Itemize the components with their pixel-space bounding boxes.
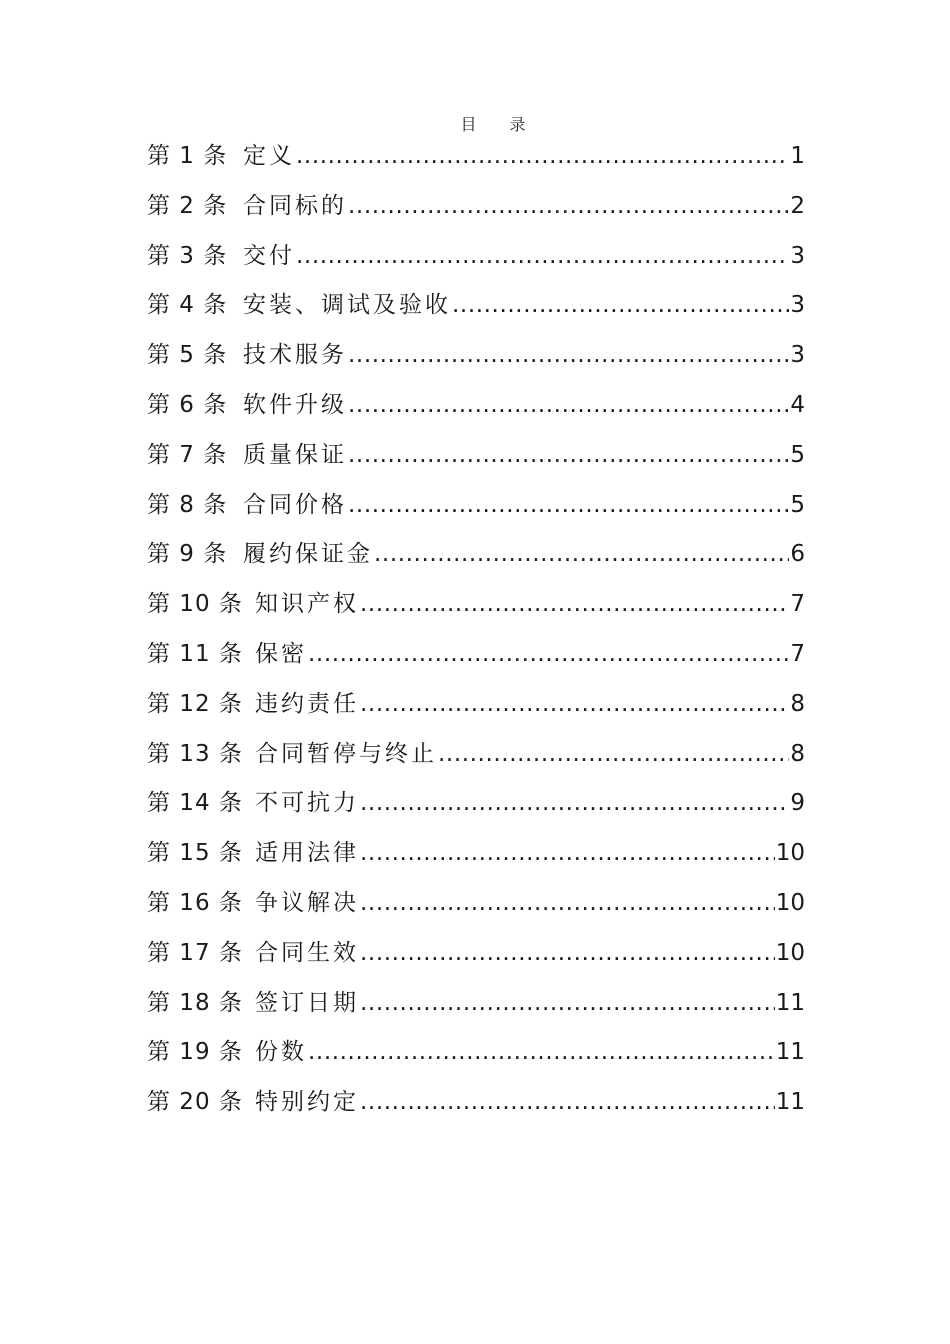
toc-entry[interactable] <box>147 1078 805 1128</box>
toc-entry[interactable] <box>147 829 805 879</box>
toc-entry-number: 第 13 条 <box>147 740 243 767</box>
toc-entry-label: 合同价格 <box>243 491 347 518</box>
toc-entry-number: 第 19 条 <box>147 1039 243 1066</box>
toc-dot-leader <box>360 1078 775 1128</box>
toc-entry-label: 合同生效 <box>255 939 359 966</box>
toc-entry-page: 11 <box>775 989 805 1016</box>
toc-entry-page: 8 <box>790 740 805 767</box>
toc-entry-number: 第 12 条 <box>147 690 243 717</box>
toc-entry-page: 10 <box>775 939 805 966</box>
toc-entry[interactable] <box>147 779 805 829</box>
toc-dot-leader <box>348 431 789 481</box>
toc-entry-number: 第 20 条 <box>147 1089 243 1116</box>
toc-entry[interactable] <box>147 182 805 232</box>
toc-entry-number: 第 3 条 <box>147 242 228 269</box>
toc-entry-label: 履约保证金 <box>243 541 373 568</box>
toc-dot-leader <box>360 879 775 929</box>
toc-entry[interactable] <box>147 530 805 580</box>
toc-entry[interactable] <box>147 281 805 331</box>
toc-dot-leader <box>360 829 775 879</box>
toc-entry[interactable] <box>147 381 805 431</box>
toc-entry-label: 知识产权 <box>255 591 359 618</box>
toc-entry-number: 第 14 条 <box>147 790 243 817</box>
toc-entry-page: 7 <box>790 640 805 667</box>
toc-dot-leader <box>308 630 789 680</box>
toc-entry-label: 份数 <box>255 1039 307 1066</box>
toc-entry-number: 第 10 条 <box>147 591 243 618</box>
toc-entry[interactable] <box>147 979 805 1029</box>
toc-dot-leader <box>296 232 789 282</box>
toc-dot-leader <box>360 979 775 1029</box>
toc-entry-page: 9 <box>790 790 805 817</box>
toc-entry[interactable] <box>147 431 805 481</box>
toc-entry[interactable] <box>147 929 805 979</box>
toc-dot-leader <box>360 779 789 829</box>
toc-entry[interactable] <box>147 730 805 780</box>
toc-entry-label: 技术服务 <box>243 342 347 369</box>
toc-dot-leader <box>360 580 789 630</box>
toc-entry-page: 6 <box>790 541 805 568</box>
toc-entry-label: 软件升级 <box>243 391 347 418</box>
toc-entry-label: 特别约定 <box>255 1089 359 1116</box>
toc-dot-leader <box>348 481 789 531</box>
toc-entry-page: 3 <box>790 242 805 269</box>
toc-entry[interactable] <box>147 1028 805 1078</box>
toc-entry[interactable] <box>147 132 805 182</box>
toc-entry-number: 第 2 条 <box>147 192 228 219</box>
toc-entry-label: 签订日期 <box>255 989 359 1016</box>
toc-dot-leader <box>360 929 775 979</box>
toc-entry-label: 适用法律 <box>255 840 359 867</box>
toc-entry-page: 10 <box>775 889 805 916</box>
toc-entry[interactable] <box>147 481 805 531</box>
toc-entry-page: 1 <box>790 143 805 169</box>
toc-entry-page: 11 <box>775 1089 805 1116</box>
toc-entry-number: 第 5 条 <box>147 342 228 369</box>
toc-entry[interactable] <box>147 680 805 730</box>
toc-entry-label: 不可抗力 <box>255 790 359 817</box>
toc-entry-page: 8 <box>790 690 805 717</box>
toc-dot-leader <box>296 132 789 182</box>
toc-entry-page: 5 <box>790 441 805 468</box>
toc-entry-number: 第 16 条 <box>147 889 243 916</box>
toc-entry-page: 3 <box>790 292 805 319</box>
toc-dot-leader <box>452 281 789 331</box>
toc-entry-number: 第 8 条 <box>147 491 228 518</box>
toc-entry-number: 第 7 条 <box>147 441 228 468</box>
toc-entry-label: 争议解决 <box>255 889 359 916</box>
toc-title: 目 录 <box>460 115 540 134</box>
toc-entry-page: 11 <box>775 1039 805 1066</box>
toc-entry-number: 第 15 条 <box>147 840 243 867</box>
toc-entry-number: 第 4 条 <box>147 292 228 319</box>
toc-entry-label: 定义 <box>243 143 295 169</box>
toc-entry-label: 交付 <box>243 242 295 269</box>
toc-entry-page: 2 <box>790 192 805 219</box>
toc-entry[interactable] <box>147 232 805 282</box>
toc-entry[interactable] <box>147 879 805 929</box>
toc-entry-number: 第 9 条 <box>147 541 228 568</box>
toc-dot-leader <box>308 1028 775 1078</box>
toc-entry-page: 7 <box>790 591 805 618</box>
toc-entry-page: 3 <box>790 342 805 369</box>
toc-entry-page: 5 <box>790 491 805 518</box>
toc-dot-leader <box>348 182 789 232</box>
toc-dot-leader <box>438 730 789 780</box>
toc-entry-label: 安装、调试及验收 <box>243 292 451 319</box>
toc-entry-number: 第 6 条 <box>147 391 228 418</box>
toc-entry-label: 保密 <box>255 640 307 667</box>
toc-entry-label: 质量保证 <box>243 441 347 468</box>
toc-entry-page: 4 <box>790 391 805 418</box>
toc-dot-leader <box>348 381 789 431</box>
toc-entry-label: 合同暂停与终止 <box>255 740 437 767</box>
toc-dot-leader <box>348 331 789 381</box>
toc-entry[interactable] <box>147 331 805 381</box>
toc-entry-label: 违约责任 <box>255 690 359 717</box>
toc-entry-number: 第 18 条 <box>147 989 243 1016</box>
toc-entry-page: 10 <box>775 840 805 867</box>
toc-entry[interactable] <box>147 630 805 680</box>
toc-entry-label: 合同标的 <box>243 192 347 219</box>
toc-list <box>147 132 805 1128</box>
toc-entry-number: 第 17 条 <box>147 939 243 966</box>
toc-dot-leader <box>374 530 789 580</box>
toc-entry-number: 第 11 条 <box>147 640 243 667</box>
toc-entry[interactable] <box>147 580 805 630</box>
toc-dot-leader <box>360 680 789 730</box>
toc-entry-number: 第 1 条 <box>147 143 228 169</box>
